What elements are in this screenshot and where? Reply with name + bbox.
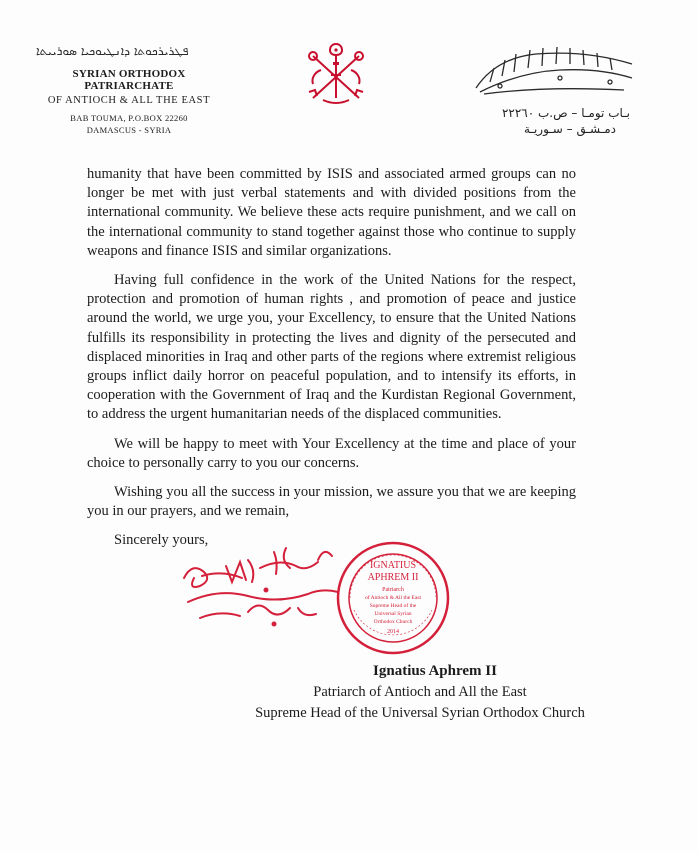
body-paragraph-1: humanity that have been committed by ISIS and associated armed groups can no longer be met with just verbal statements and with divided positions from the international community. We believe these acts require punishment, and we call on the international community to stand together against those who continue to supply weapons and finance ISIS and similar organizations. [87, 166, 576, 259]
seal-line7: Orthodox Church [373, 619, 413, 625]
signer-name: Ignatius Aphrem II [373, 663, 497, 679]
letterhead-right [470, 42, 638, 142]
seal-line3: Patriarch [382, 587, 404, 593]
signature-and-seal [178, 538, 463, 656]
body-paragraph-4: Wishing you all the success in your mission, we assure you that we are keeping you in our prayers, and we remain, [87, 484, 576, 520]
syriac-heading: ܦܛܪܝܪܟܘܬܐ ܕܐܢܛܝܘܟܝܐ ܣܘܪܝܝܬܐ [36, 44, 189, 58]
seal-line4: of Antioch & All the East [364, 595, 422, 601]
seal-name-line1: IGNATIUS [369, 560, 417, 571]
arabic-calligraphy-logo [470, 42, 638, 102]
signer-title: Patriarch of Antioch and All the East [313, 684, 527, 700]
letter-body [87, 165, 576, 561]
seal-name-line2: APHREM II [367, 572, 419, 583]
org-address: BAB TOUMA, P.O.BOX 22260 [70, 113, 188, 123]
body-paragraph-3: We will be happy to meet with Your Excellency at the time and place of your choice to personally carry to you our concerns. [87, 435, 576, 471]
patriarchal-seal [338, 543, 448, 653]
arabic-city: دمـشـق – سـوريـة [524, 122, 616, 136]
seal-line6: Universal Syrian [374, 611, 412, 617]
arabic-address: بـاب تومـا – ص.ب ٢٢٢٦٠ [501, 106, 630, 120]
handwritten-signature [184, 548, 338, 626]
signer-head: Supreme Head of the Universal Syrian Orthodox Church [255, 705, 585, 721]
letterhead-left [34, 44, 224, 135]
patriarchal-emblem-icon [301, 40, 371, 106]
signer-block [200, 663, 640, 722]
seal-line5: Supreme Head of the [369, 603, 417, 609]
org-name: SYRIAN ORTHODOX PATRIARCHATE [72, 68, 186, 92]
closing-salutation: Sincerely yours, [114, 532, 209, 549]
org-city: DAMASCUS - SYRIA [86, 125, 172, 135]
org-subtitle: OF ANTIOCH & ALL THE EAST [47, 95, 211, 106]
body-paragraph-2: Having full confidence in the work of the United Nations for the respect, protection and promotion of human rights , and promotion of peace and justice around the world, we urge you, your Excellency, to ensure that the United Nations fulfills its responsibility in protecting the lives and dignity of the persecuted and displaced minorities in Iraq and other parts of the regions where extremist religious groups inflict daily horror on peaceful population, and to intensify its efforts, in cooperation with the Government of Iraq and the Kurdistan Regional Government, to address the urgent humanitarian needs of the displaced communities. [87, 272, 576, 423]
seal-year: 2014 [387, 629, 399, 635]
